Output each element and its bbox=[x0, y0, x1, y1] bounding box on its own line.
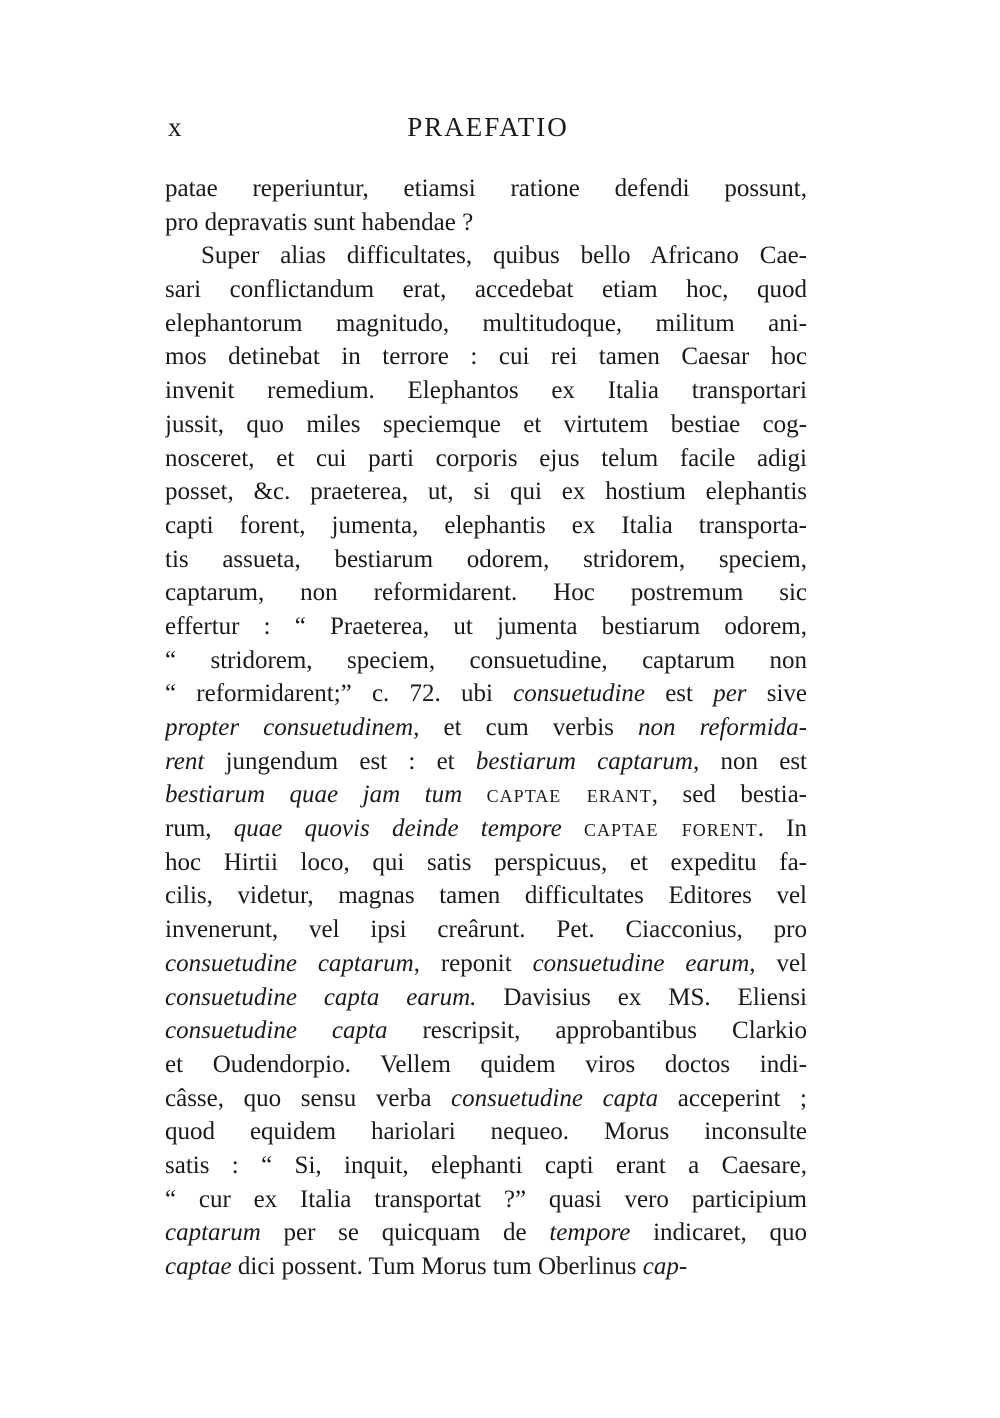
text-span: dici possent. Tum Morus tum Oberlinus bbox=[231, 1253, 643, 1280]
text-line bbox=[165, 172, 807, 206]
text-span: et Oudendorpio. Vellem quidem viros doctos indi- bbox=[165, 1050, 807, 1078]
text-line bbox=[165, 745, 807, 779]
italic-span: consuetudine bbox=[513, 680, 646, 708]
body-text bbox=[165, 172, 807, 1284]
text-line bbox=[165, 340, 807, 374]
text-span: Super alias difficultates, quibus bello Africano Cae- bbox=[201, 242, 807, 270]
text-span: indicaret, quo bbox=[630, 1219, 807, 1247]
text-span: reponit bbox=[419, 949, 533, 977]
text-line bbox=[165, 981, 807, 1015]
text-line bbox=[165, 1250, 807, 1284]
small-caps-span: captae erant bbox=[486, 781, 652, 809]
text-line bbox=[165, 846, 807, 880]
text-span: , sed bestia- bbox=[651, 781, 807, 809]
text-line bbox=[165, 1149, 807, 1183]
text-span: patae reperiuntur, etiamsi ratione defendi possunt, bbox=[165, 175, 807, 202]
text-line bbox=[165, 408, 807, 442]
text-line bbox=[165, 543, 807, 577]
text-line bbox=[165, 1048, 807, 1082]
text-line bbox=[165, 1115, 807, 1149]
text-line bbox=[165, 947, 807, 981]
text-span: nosceret, et cui parti corporis ejus telum facile adigi bbox=[165, 444, 807, 472]
italic-span: captarum bbox=[165, 1219, 261, 1247]
text-span: “ cur ex Italia transportat ?” quasi vero participium bbox=[165, 1185, 807, 1213]
page-number: x bbox=[168, 112, 183, 142]
text-line bbox=[165, 576, 807, 610]
running-title: PRAEFATIO bbox=[407, 112, 569, 142]
text-line bbox=[165, 1082, 807, 1116]
text-span: non est bbox=[699, 747, 807, 775]
italic-span: quae quovis deinde tempore bbox=[233, 815, 562, 843]
text-line bbox=[165, 1216, 807, 1250]
text-line bbox=[165, 442, 807, 476]
text-span: “ stridorem, speciem, consuetudine, captarum non bbox=[165, 646, 807, 674]
italic-span: consuetudine earum, bbox=[532, 949, 756, 977]
text-line bbox=[165, 677, 807, 711]
text-line bbox=[165, 1014, 807, 1048]
text-line bbox=[165, 1183, 807, 1217]
text-line bbox=[165, 879, 807, 913]
text-span: sari conflictandum erat, accedebat etiam hoc, quod bbox=[165, 276, 807, 304]
italic-span: bestiarum quae jam tum bbox=[165, 781, 463, 809]
text-span bbox=[562, 815, 584, 842]
italic-span: rent bbox=[165, 747, 205, 775]
italic-span: consuetudine capta bbox=[165, 1017, 388, 1045]
small-caps-span: captae forent bbox=[583, 815, 758, 843]
text-span: rescripsit, approbantibus Clarkio bbox=[387, 1017, 807, 1045]
text-span: . In bbox=[757, 815, 807, 843]
text-span: elephantorum magnitudo, multitudoque, militum ani- bbox=[165, 309, 807, 337]
italic-span: consuetudine capta earum. bbox=[165, 983, 477, 1011]
italic-span: consuetudine captarum, bbox=[165, 949, 420, 977]
text-span: tis assueta, bestiarum odorem, stridorem, speciem, bbox=[165, 545, 807, 573]
italic-span: per bbox=[713, 680, 747, 708]
italic-span: cap- bbox=[642, 1253, 688, 1280]
text-line bbox=[165, 509, 807, 543]
italic-span: bestiarum captarum, bbox=[475, 747, 700, 775]
text-span: invenit remedium. Elephantos ex Italia transportari bbox=[165, 377, 807, 405]
text-span: cilis, videtur, magnas tamen difficultates Editores vel bbox=[165, 882, 807, 910]
text-line bbox=[165, 610, 807, 644]
text-span: et cum verbis bbox=[419, 714, 638, 741]
text-line bbox=[165, 374, 807, 408]
text-span: invenerunt, vel ipsi creârunt. Pet. Ciacconius, pro bbox=[165, 916, 807, 944]
text-line bbox=[165, 307, 807, 341]
text-line bbox=[165, 644, 807, 678]
text-span: est bbox=[645, 680, 714, 708]
text-span: acceperint ; bbox=[658, 1084, 807, 1112]
italic-span: captae bbox=[165, 1253, 232, 1280]
italic-span: consuetudine capta bbox=[451, 1084, 659, 1112]
italic-span: propter consuetudinem, bbox=[165, 714, 420, 741]
text-span: posset, &c. praeterea, ut, si qui ex hostium elephantis bbox=[165, 478, 807, 506]
text-span: jussit, quo miles speciemque et virtutem bestiae cog- bbox=[165, 410, 807, 438]
text-span: effertur : “ Praeterea, ut jumenta bestiarum odorem, bbox=[165, 612, 807, 640]
text-line bbox=[165, 812, 807, 846]
text-span: quod equidem hariolari nequeo. Morus inconsulte bbox=[165, 1118, 807, 1146]
text-line bbox=[165, 475, 807, 509]
text-span: mos detinebat in terrore : cui rei tamen Caesar hoc bbox=[165, 343, 807, 371]
page-header bbox=[168, 112, 808, 156]
text-line bbox=[165, 778, 807, 812]
text-span: Davisius ex MS. Eliensi bbox=[476, 983, 807, 1011]
text-line bbox=[165, 206, 807, 240]
text-line bbox=[165, 913, 807, 947]
text-span: “ reformidarent;” c. 72. ubi bbox=[165, 680, 514, 708]
text-line bbox=[165, 239, 807, 273]
italic-span: tempore bbox=[549, 1219, 631, 1247]
text-span: vel bbox=[755, 949, 807, 977]
text-span: rum, bbox=[165, 815, 234, 843]
text-span: câsse, quo sensu verba bbox=[165, 1084, 452, 1112]
text-span: pro depravatis sunt habendae ? bbox=[165, 208, 474, 236]
text-line bbox=[165, 711, 807, 745]
text-span: sive bbox=[746, 680, 807, 708]
text-span: capti forent, jumenta, elephantis ex Italia transporta- bbox=[165, 511, 807, 539]
text-span: jungendum est : et bbox=[204, 747, 476, 775]
italic-span: non reformida- bbox=[637, 714, 807, 741]
text-span: captarum, non reformidarent. Hoc postremum sic bbox=[165, 579, 807, 607]
text-line bbox=[165, 273, 807, 307]
text-span: hoc Hirtii loco, qui satis perspicuus, et expeditu fa- bbox=[165, 848, 807, 876]
text-span bbox=[462, 781, 487, 808]
text-span: satis : “ Si, inquit, elephanti capti erant a Caesare, bbox=[165, 1151, 807, 1179]
text-span: per se quicquam de bbox=[260, 1219, 550, 1247]
